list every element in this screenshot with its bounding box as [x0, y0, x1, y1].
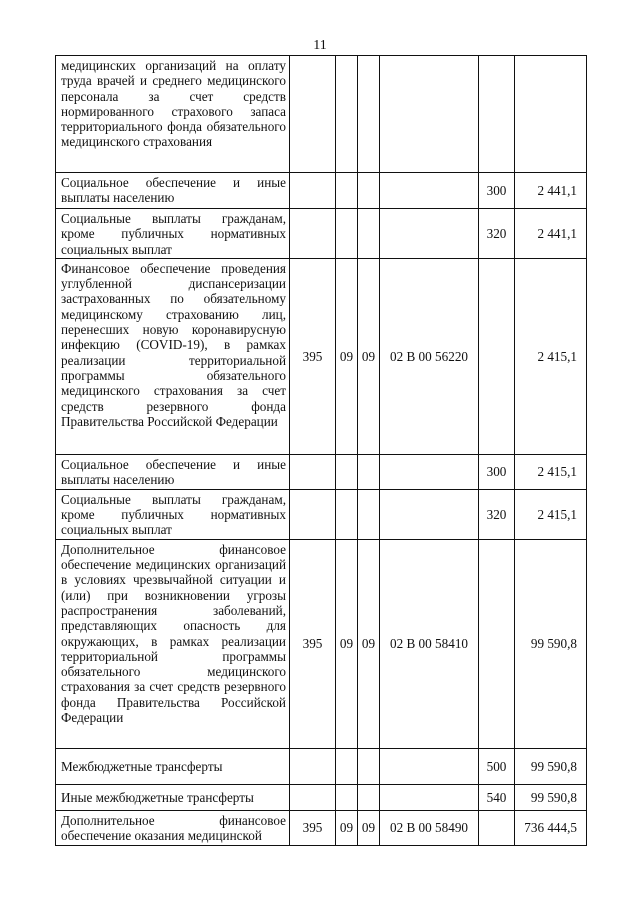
admin-code — [290, 173, 336, 209]
row-name: Социальные выплаты гражданам, кроме публичных нормативных социальных выплат — [56, 209, 290, 259]
amount: 2 415,1 — [515, 258, 587, 454]
page-number: 11 — [313, 38, 327, 53]
amount — [515, 56, 587, 173]
target-article-code — [380, 784, 479, 810]
subsection-code — [358, 454, 380, 489]
expense-type-code — [479, 810, 515, 845]
table-row — [56, 539, 587, 748]
expense-type-code: 540 — [479, 784, 515, 810]
amount: 99 590,8 — [515, 784, 587, 810]
subsection-code — [358, 489, 380, 539]
expense-type-code — [479, 539, 515, 748]
table-row — [56, 784, 587, 810]
expense-type-code: 500 — [479, 748, 515, 784]
table-row — [56, 489, 587, 539]
amount: 2 441,1 — [515, 209, 587, 259]
amount: 736 444,5 — [515, 810, 587, 845]
section-code — [336, 209, 358, 259]
subsection-code — [358, 56, 380, 173]
subsection-code: 09 — [358, 258, 380, 454]
target-article-code — [380, 454, 479, 489]
expense-type-code — [479, 258, 515, 454]
section-code — [336, 454, 358, 489]
subsection-code — [358, 748, 380, 784]
admin-code — [290, 209, 336, 259]
section-code — [336, 173, 358, 209]
section-code: 09 — [336, 810, 358, 845]
admin-code: 395 — [290, 539, 336, 748]
row-name: Межбюджетные трансферты — [56, 748, 290, 784]
row-name: Дополнительное финансовое обеспечение медицинских организаций в условиях чрезвычайной ситуации и (или) при возникновении угрозы распространения заболеваний, представляющих опасность для окружающих, в рамках реализации территориальной программы обязательного медицинского страхования за счет средств резервного фонда Правительства Российской Федерации — [56, 539, 290, 748]
row-name: Социальные выплаты гражданам, кроме публичных нормативных социальных выплат — [56, 489, 290, 539]
amount: 2 415,1 — [515, 489, 587, 539]
row-name: медицинских организаций на оплату труда врачей и среднего медицинского персонала за счет средств нормированного страхового запаса территориального фонда обязательного медицинского страхования — [56, 56, 290, 173]
budget-table — [55, 55, 587, 846]
section-code — [336, 748, 358, 784]
target-article-code — [380, 56, 479, 173]
table-row — [56, 209, 587, 259]
section-code — [336, 489, 358, 539]
section-code: 09 — [336, 258, 358, 454]
amount: 99 590,8 — [515, 748, 587, 784]
target-article-code — [380, 748, 479, 784]
admin-code — [290, 489, 336, 539]
admin-code — [290, 56, 336, 173]
table-row — [56, 258, 587, 454]
subsection-code: 09 — [358, 810, 380, 845]
table-row — [56, 454, 587, 489]
table-row — [56, 748, 587, 784]
expense-type-code: 300 — [479, 454, 515, 489]
row-name: Дополнительное финансовое обеспечение оказания медицинской — [56, 810, 290, 845]
amount: 2 415,1 — [515, 454, 587, 489]
admin-code — [290, 784, 336, 810]
section-code — [336, 784, 358, 810]
target-article-code: 02 В 00 56220 — [380, 258, 479, 454]
subsection-code — [358, 173, 380, 209]
expense-type-code — [479, 56, 515, 173]
admin-code — [290, 748, 336, 784]
row-name: Финансовое обеспечение проведения углубленной диспансеризации застрахованных по обязательному медицинскому страхованию лиц, перенесших новую коронавирусную инфекцию (COVID-19), в рамках реализации территориальной программы обязательного медицинского страхования за счет средств резервного фонда Правительства Российской Федерации — [56, 258, 290, 454]
target-article-code: 02 В 00 58490 — [380, 810, 479, 845]
expense-type-code: 320 — [479, 489, 515, 539]
row-name: Социальное обеспечение и иные выплаты населению — [56, 454, 290, 489]
admin-code: 395 — [290, 258, 336, 454]
expense-type-code: 300 — [479, 173, 515, 209]
row-name: Иные межбюджетные трансферты — [56, 784, 290, 810]
table-row — [56, 173, 587, 209]
section-code — [336, 56, 358, 173]
table-row — [56, 56, 587, 173]
admin-code — [290, 454, 336, 489]
subsection-code — [358, 209, 380, 259]
subsection-code — [358, 784, 380, 810]
target-article-code — [380, 173, 479, 209]
table-row — [56, 810, 587, 845]
target-article-code — [380, 489, 479, 539]
subsection-code: 09 — [358, 539, 380, 748]
row-name: Социальное обеспечение и иные выплаты населению — [56, 173, 290, 209]
section-code: 09 — [336, 539, 358, 748]
target-article-code — [380, 209, 479, 259]
amount: 99 590,8 — [515, 539, 587, 748]
expense-type-code: 320 — [479, 209, 515, 259]
amount: 2 441,1 — [515, 173, 587, 209]
admin-code: 395 — [290, 810, 336, 845]
target-article-code: 02 В 00 58410 — [380, 539, 479, 748]
